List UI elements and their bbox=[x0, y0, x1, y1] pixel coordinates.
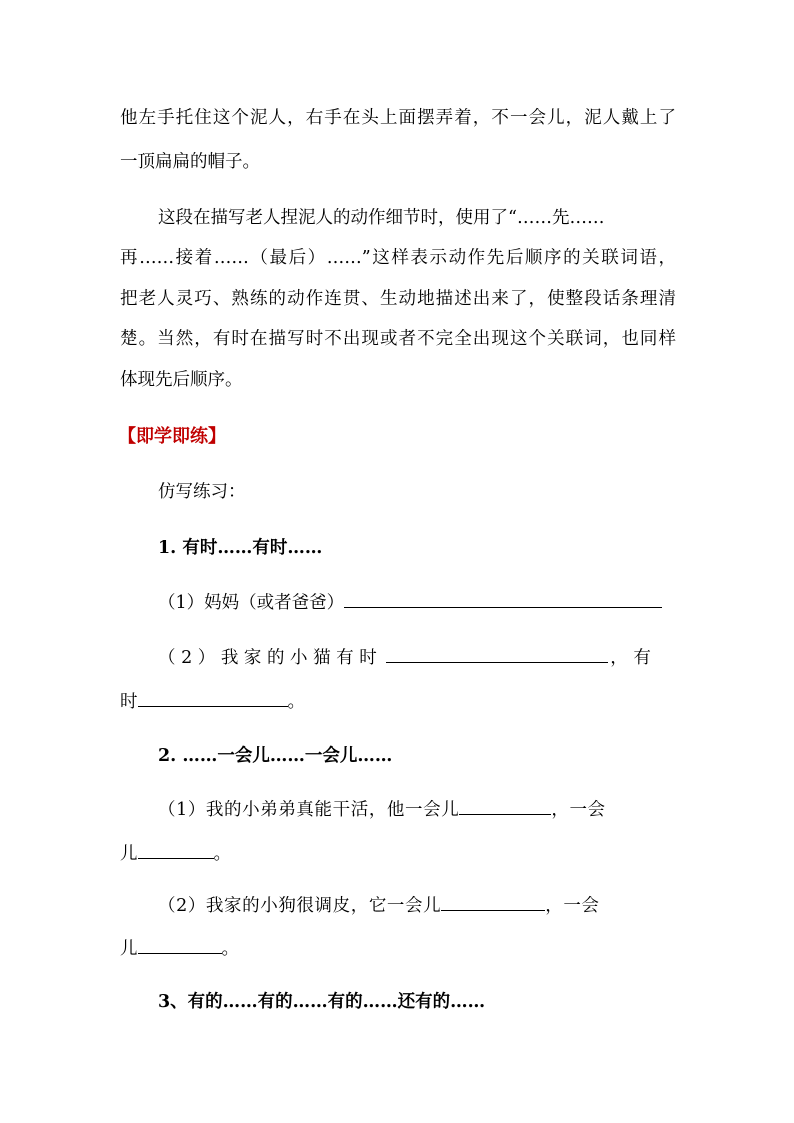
exercise1-item2-line1 bbox=[158, 645, 651, 670]
exercise2-item1-end: 。 bbox=[213, 844, 231, 864]
exercise2-item1-blank1[interactable] bbox=[459, 797, 551, 815]
paragraph2-line4: 楚。当然，有时在描写时不出现或者不完全出现这个关联词，也同样 bbox=[120, 329, 676, 349]
paragraph2-line2: 再……接着……（最后）……”这样表示动作先后顺序的关联词语， bbox=[120, 248, 676, 268]
exercise2-item2-label: （2）我家的小狗很调皮，它一会儿 bbox=[158, 896, 442, 916]
paragraph2-line3: 把老人灵巧、熟练的动作连贯、生动地描述出来了，使整段话条理清 bbox=[120, 289, 676, 309]
practice-intro: 仿写练习： bbox=[158, 482, 246, 502]
exercise1-item1-blank[interactable] bbox=[344, 590, 662, 608]
exercise2-item2-line2 bbox=[120, 936, 239, 961]
exercise1-item2-blank2[interactable] bbox=[138, 689, 288, 707]
exercise1-item2-line2 bbox=[120, 689, 305, 714]
paragraph2-line5: 体现先后顺序。 bbox=[120, 370, 243, 390]
paragraph1-line1: 他左手托住这个泥人，右手在头上面摆弄着，不一会儿，泥人戴上了 bbox=[120, 108, 676, 128]
exercise2-title: 2. ……一会儿……一会儿…… bbox=[158, 746, 393, 766]
paragraph1-line2: 一顶扁扁的帽子。 bbox=[120, 152, 260, 172]
exercise2-item2-end: 。 bbox=[221, 939, 239, 959]
exercise1-item2-end: 。 bbox=[287, 692, 305, 712]
exercise2-item1-line2 bbox=[120, 841, 231, 866]
exercise2-item1-line1 bbox=[158, 797, 606, 822]
exercise2-item1-label: （1）我的小弟弟真能干活，他一会儿 bbox=[158, 800, 460, 820]
exercise1-item2-separator: ， 有 bbox=[610, 648, 651, 668]
exercise2-item2-blank2[interactable] bbox=[138, 936, 222, 954]
exercise2-item1-line2-label: 儿 bbox=[120, 844, 138, 864]
exercise3-title: 3、有的……有的……有的……还有的…… bbox=[158, 992, 486, 1012]
exercise2-item2-separator: ，一会 bbox=[545, 896, 600, 916]
exercise1-item2-line2-label: 时 bbox=[120, 692, 138, 712]
exercise1-title: 1. 有时……有时…… bbox=[158, 538, 323, 558]
paragraph2-line1: 这段在描写老人捏泥人的动作细节时，使用了“……先…… bbox=[158, 208, 605, 228]
exercise1-item2-blank1[interactable] bbox=[386, 645, 608, 663]
exercise2-item1-separator: ，一会 bbox=[551, 800, 606, 820]
section-heading: 【即学即练】 bbox=[118, 426, 226, 447]
exercise1-item1 bbox=[158, 590, 662, 615]
exercise2-item2-line2-label: 儿 bbox=[120, 939, 138, 959]
exercise1-item1-label: （1）妈妈（或者爸爸） bbox=[158, 593, 345, 613]
exercise1-item2-label: （ 2 ） 我 家 的 小 猫 有 时 bbox=[158, 648, 377, 668]
exercise2-item2-blank1[interactable] bbox=[441, 893, 545, 911]
exercise2-item2-line1 bbox=[158, 893, 600, 918]
exercise2-item1-blank2[interactable] bbox=[138, 841, 214, 859]
